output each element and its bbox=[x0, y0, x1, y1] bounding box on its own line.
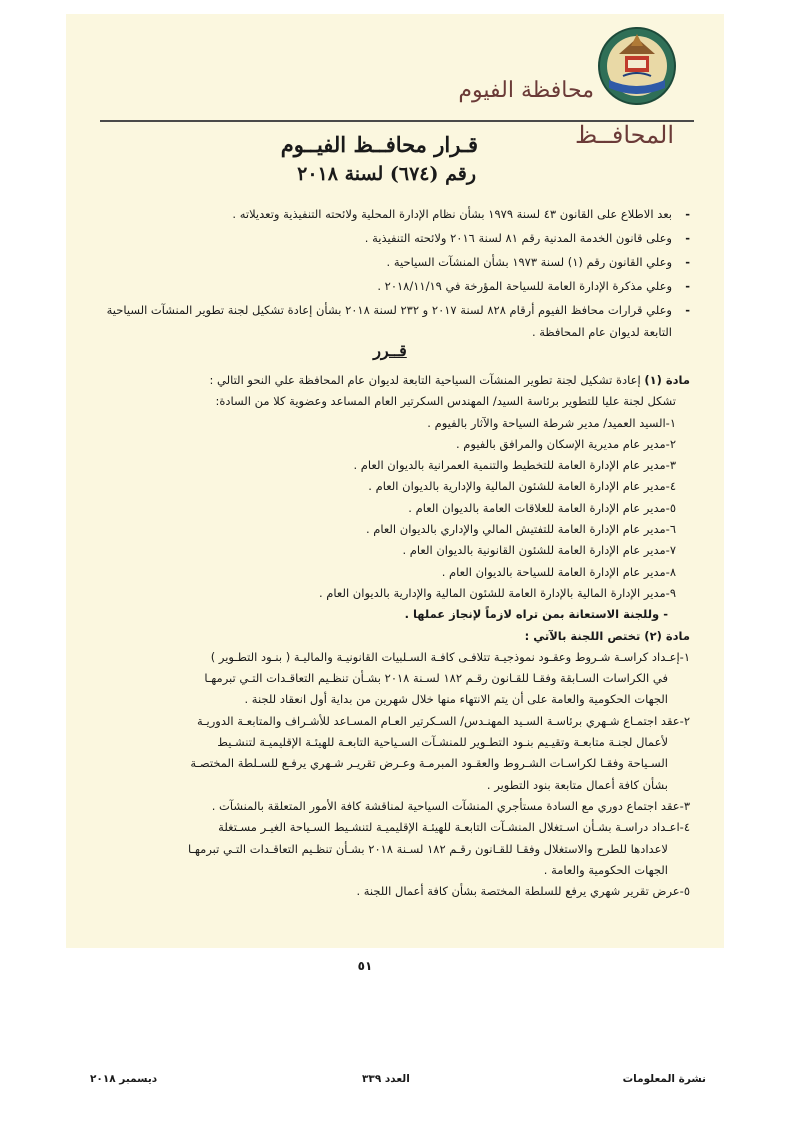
decree-number: رقم (٦٧٤) لسنة ٢٠١٨ bbox=[297, 163, 476, 185]
task-line: الجهات الحكومية والعامة . bbox=[543, 862, 668, 877]
member-item: ٩-مدير الإدارة المالية بالإدارة العامة للشئون المالية والإدارية بالديوان العام . bbox=[318, 585, 676, 600]
task-line: ١-إعـداد كراسـة شـروط وعقـود نموذجيـة تتلافـى كافـة السـلبيات القانونيـة والماليـة ( بنـود التطـوير ) bbox=[210, 649, 690, 664]
member-item: ٧-مدير عام الإدارة العامة للشئون القانونية بالديوان العام . bbox=[402, 543, 676, 558]
task-item bbox=[80, 817, 690, 881]
governorate-emblem-icon bbox=[597, 26, 677, 106]
member-item: ٦-مدير عام الإدارة العامة للتفتيش المالي والإداري بالديوان العام . bbox=[365, 522, 676, 537]
task-line: ٣-عقد اجتماع دوري مع السادة مستأجري المنشآت السياحية لمناقشة كافة الأمور المتعلقة بالمنشآت . bbox=[211, 798, 690, 813]
article-1-label: مادة (١) bbox=[644, 373, 690, 387]
governorate-name: محافظة الفيوم bbox=[458, 78, 594, 103]
task-line: لاعدادها للطرح والاستغلال وفقـا للقـانون رقـم ١٨٢ لسـنة ٢٠١٨ بشـأن تنظـيم التعاقـدات التـي تبرمهـا bbox=[188, 841, 668, 856]
committee-assistance: - وللجنة الاستعانة بمن تراه لازماً لإنجاز عملها . bbox=[404, 607, 668, 622]
preamble-item: - وعلى قانون الخدمة المدنية رقم ٨١ لسنة ٢٠١٦ ولائحته التنفيذية . bbox=[90, 227, 690, 249]
preamble-item: - وعلي القانون رقم (١) لسنة ١٩٧٣ بشأن المنشآت السياحية . bbox=[90, 251, 690, 273]
article-1 bbox=[80, 370, 690, 391]
task-item bbox=[80, 647, 690, 711]
footer-date: ديسمبر ٢٠١٨ bbox=[90, 1073, 158, 1085]
member-item: ٤-مدير عام الإدارة العامة للشئون المالية والإدارية بالديوان العام . bbox=[368, 479, 676, 494]
article-2-heading: مادة (٢) تختص اللجنة بالآتي : bbox=[524, 628, 690, 643]
member-item: ٣-مدير عام الإدارة العامة للتخطيط والتنمية العمرانية بالديوان العام . bbox=[353, 458, 676, 473]
member-item: ٨-مدير عام الإدارة العامة للسياحة بالديوان العام . bbox=[441, 564, 676, 579]
task-line: ٤-اعـداد دراسـة بشـأن اسـتغلال المنشـآت التابعـة للهيئـة الإقليميـة لتنشـيط السـياحة الغيـر مسـتغلة bbox=[218, 820, 690, 835]
preamble-list bbox=[90, 203, 690, 345]
task-line: في الكراسات السـابقة وفقـا للقـانون رقـم ١٨٢ لسـنة ٢٠١٨ بشـأن تنظـيم التعاقـدات التـي تبرمهـا bbox=[204, 671, 668, 686]
member-item: ٢-مدير عام مديرية الإسكان والمرافق بالفيوم . bbox=[455, 436, 676, 451]
task-line: ٢-عقد اجتمـاع شـهري برئاسـة السـيد المهنـدس/ السـكرتير العـام المسـاعد للأشـراف والمتابعـة الدوريـة bbox=[197, 713, 690, 728]
footer-issue: العدد ٣٣٩ bbox=[362, 1073, 410, 1085]
member-item: ٥-مدير عام الإدارة العامة للعلاقات العامة بالديوان العام . bbox=[408, 500, 676, 515]
page-number: ٥١ bbox=[357, 959, 373, 973]
article-2-tasks bbox=[80, 647, 690, 903]
task-line: السـياحة وفقـا لكراسـات الشـروط والعقـود المبرمـة وعـرض تقريـر شـهري يرفـع للسـلطة المختصـة bbox=[190, 756, 668, 771]
footer-publication: نشرة المعلومات bbox=[622, 1073, 706, 1085]
decides-heading: قــرر bbox=[373, 341, 407, 360]
preamble-item: - بعد الاطلاع على القانون ٤٣ لسنة ١٩٧٩ بشأن نظام الإدارة المحلية ولائحته التنفيذية وتعديلاته . bbox=[90, 203, 690, 225]
task-item bbox=[80, 711, 690, 796]
task-item bbox=[80, 796, 690, 817]
article-1-text: إعادة تشكيل لجنة تطوير المنشآت السياحية التابعة لديوان عام المحافظة علي النحو التالي : bbox=[209, 373, 641, 387]
decree-title: قـرار محافــظ الفيــوم bbox=[280, 132, 478, 157]
committee-intro: تشكل لجنة عليا للتطوير برئاسة السيد/ المهندس السكرتير العام المساعد وعضوية كلا من السادة: bbox=[215, 394, 676, 409]
task-line: لأعمال لجنـة متابعـة وتقيـيم بنـود التطـوير للمنشـآت السـياحية التابعـة للهيئـة الإقليميـة لتنشـيط bbox=[217, 735, 668, 750]
task-line: بشأن كافة أعمال متابعة بنود التطوير . bbox=[486, 777, 668, 792]
preamble-item: - وعلي قرارات محافظ الفيوم أرقام ٨٢٨ لسنة ٢٠١٧ و ٢٣٢ لسنة ٢٠١٨ بشأن إعادة تشكيل لجنة تطوير المنشآت السياحية التابعة لديوان عام المحافظة . bbox=[90, 299, 690, 343]
task-line: ٥-عرض تقرير شهري يرفع للسلطة المختصة بشأن كافة أعمال اللجنة . bbox=[356, 884, 690, 899]
task-line: الجهات الحكومية والعامة على أن يتم الانتهاء منها خلال شهرين من بداية أول انعقاد للجنة . bbox=[244, 692, 668, 707]
task-item bbox=[80, 881, 690, 902]
member-item: ١-السيد العميد/ مدير شرطة السياحة والآثار بالفيوم . bbox=[427, 415, 676, 430]
decree-body bbox=[80, 370, 690, 902]
office-title: المحافــظ bbox=[575, 121, 674, 149]
preamble-item: - وعلي مذكرة الإدارة العامة للسياحة المؤرخة في ٢٠١٨/١١/١٩ . bbox=[90, 275, 690, 297]
